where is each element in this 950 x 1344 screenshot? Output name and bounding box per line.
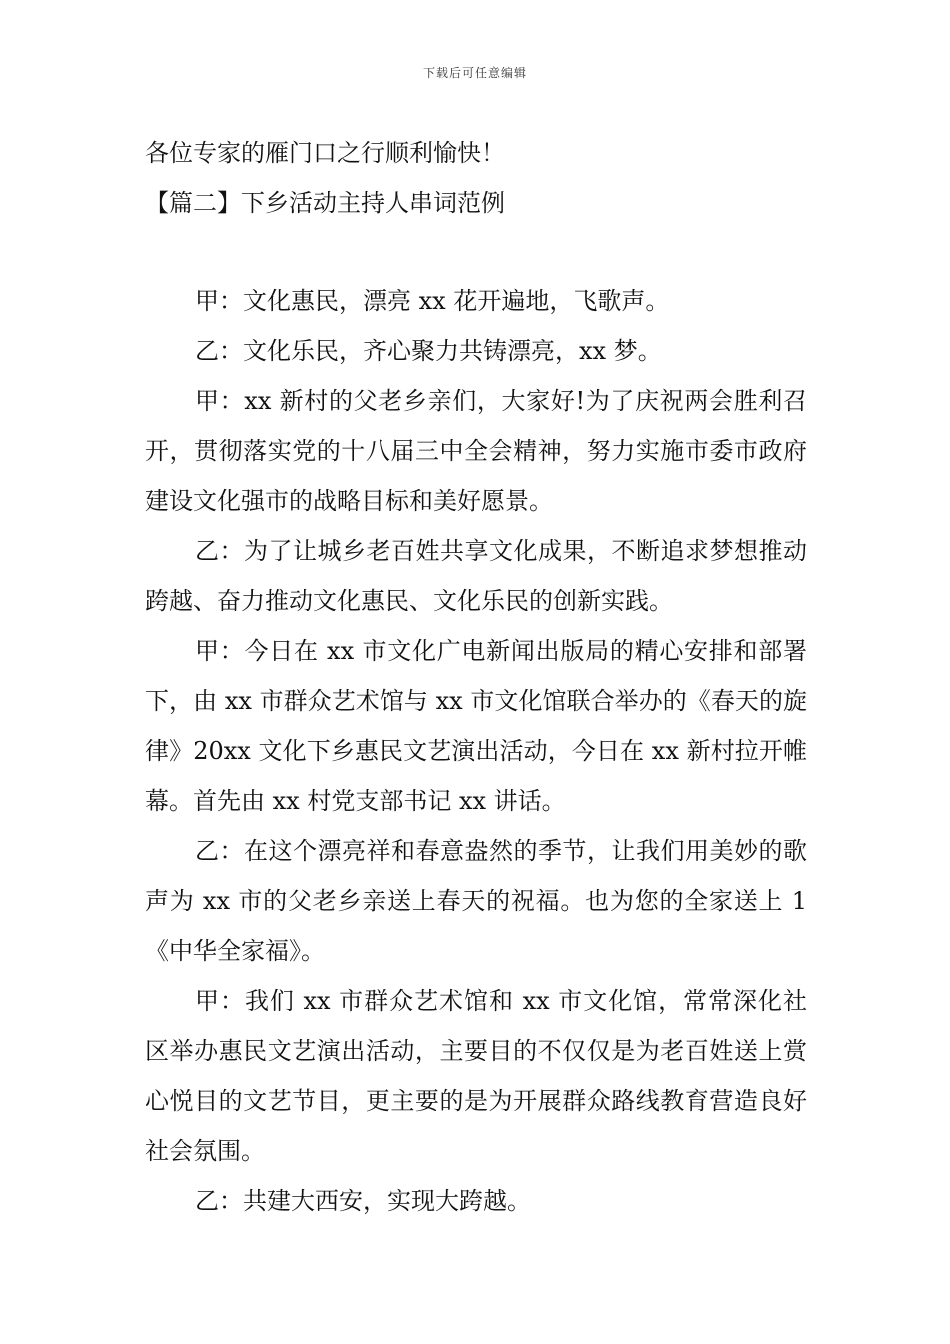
- dialogue-paragraph: 乙：在这个漂亮祥和春意盎然的季节，让我们用美妙的歌声为 xx 市的父老乡亲送上春天的祝福。也为您的全家送上 1《中华全家福》。: [145, 837, 807, 965]
- page-header-note: 下载后可任意编辑: [422, 66, 527, 80]
- document-body: [145, 128, 807, 1226]
- dialogue-paragraph: 乙：文化乐民，齐心聚力共铸漂亮，xx 梦。: [195, 337, 662, 365]
- dialogue-paragraph: 甲：我们 xx 市群众艺术馆和 xx 市文化馆，常常深化社区举办惠民文艺演出活动，主要目的不仅仅是为老百姓送上赏心悦目的文艺节目，更主要的是为开展群众路线教育营造良好社会氛围。: [145, 987, 807, 1165]
- section-title: 【篇二】下乡活动主持人串词范例: [145, 189, 505, 217]
- dialogue-paragraph: 乙：共建大西安，实现大跨越。: [195, 1187, 531, 1215]
- intro-line: 各位专家的雁门口之行顺利愉快！: [145, 139, 505, 167]
- dialogue-paragraph: 甲：xx 新村的父老乡亲们，大家好!为了庆祝两会胜利召开，贯彻落实党的十八届三中全会精神，努力实施市委市政府建设文化强市的战略目标和美好愿景。: [145, 387, 807, 515]
- dialogue-paragraph: 乙：为了让城乡老百姓共享文化成果，不断追求梦想推动跨越、奋力推动文化惠民、文化乐民的创新实践。: [145, 537, 807, 615]
- dialogue-paragraph: 甲：今日在 xx 市文化广电新闻出版局的精心安排和部署下，由 xx 市群众艺术馆与 xx 市文化馆联合举办的《春天的旋律》20xx 文化下乡惠民文艺演出活动，今日在 xx 新村拉开帷幕。首先由 xx 村党支部书记 xx 讲话。: [145, 637, 807, 815]
- dialogue-paragraph: 甲：文化惠民，漂亮 xx 花开遍地，飞歌声。: [195, 287, 670, 315]
